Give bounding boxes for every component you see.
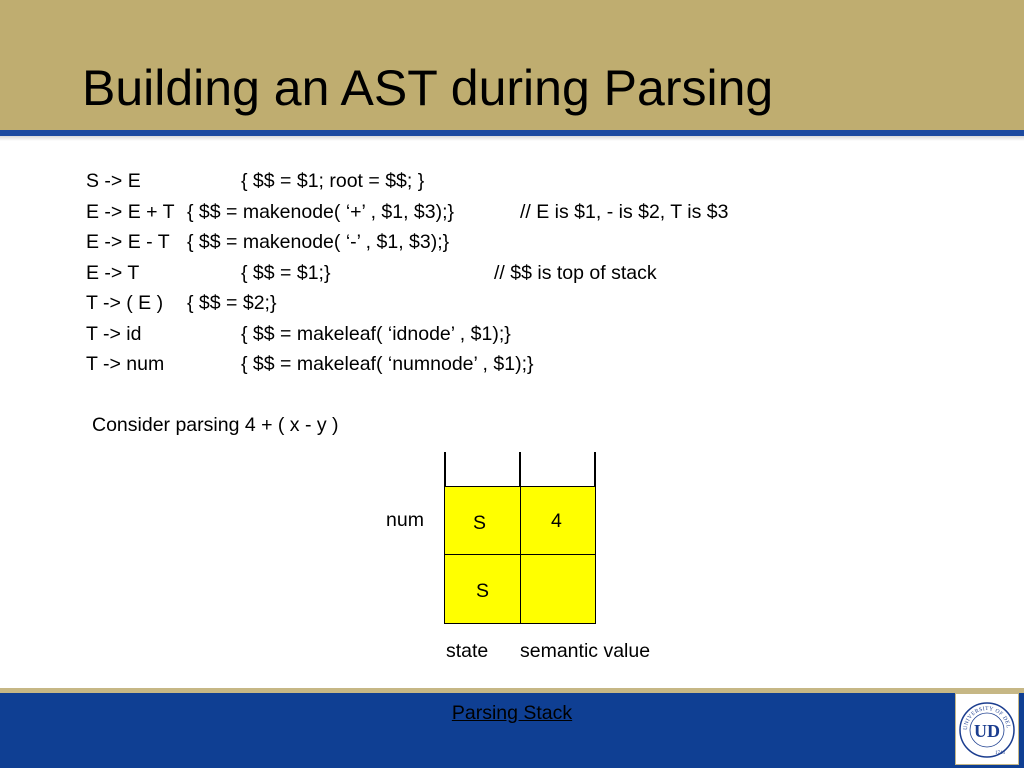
rule-action: { $$ = makenode( ‘+’ , $1, $3);} (187, 200, 455, 223)
rule-production: E -> E - T (86, 231, 170, 253)
stack-state-cell (444, 486, 521, 555)
rule-action: { $$ = $1; root = $$; } (241, 170, 425, 192)
rule-production: T -> ( E ) (86, 292, 164, 314)
parsing-stack (444, 452, 596, 624)
stack-left-border (444, 452, 446, 486)
stack-right-border (594, 452, 596, 486)
rule-action: { $$ = makeleaf( ‘idnode’ , $1);} (241, 322, 511, 345)
rule-production: T -> num (86, 353, 165, 375)
stack-value-cell (520, 486, 596, 555)
stack-state-cell (444, 554, 521, 624)
state-column-label: state (446, 640, 489, 662)
rule-comment: // E is $1, - is $2, T is $3 (520, 200, 729, 223)
rule-action: { $$ = makeleaf( ‘numnode’ , $1);} (241, 353, 534, 375)
logo-year: 1743 (995, 751, 1005, 756)
state-value: S (473, 512, 487, 534)
logo-arc-text: UNIVERSITY OF DEL (962, 705, 1012, 731)
rule-action: { $$ = $1;} (241, 261, 331, 284)
footer-bar (0, 688, 1024, 768)
stack-middle-border (519, 452, 521, 486)
rule-action: { $$ = $2;} (187, 292, 277, 314)
slide-title: Building an AST during Parsing (82, 60, 774, 116)
rule-action: { $$ = makenode( ‘-’ , $1, $3);} (187, 231, 450, 253)
rule-comment: // $$ is top of stack (494, 261, 657, 284)
rule-production: E -> T (86, 261, 140, 284)
banner-shadow (0, 136, 1024, 141)
university-logo (955, 693, 1019, 765)
stack-input-label: num (386, 509, 424, 531)
value-column-label: semantic value (520, 640, 651, 662)
state-value: S (476, 580, 490, 602)
rule-production: E -> E + T (86, 200, 175, 223)
ud-seal-icon (956, 694, 1018, 764)
semantic-value: 4 (551, 510, 562, 532)
stack-value-cell (520, 554, 596, 624)
rule-production: S -> E (86, 170, 141, 192)
consider-text: Consider parsing 4 + ( x - y ) (92, 414, 339, 436)
rule-production: T -> id (86, 322, 142, 345)
parsing-stack-link[interactable]: Parsing Stack (451, 702, 573, 724)
logo-monogram: UD (974, 721, 1000, 741)
